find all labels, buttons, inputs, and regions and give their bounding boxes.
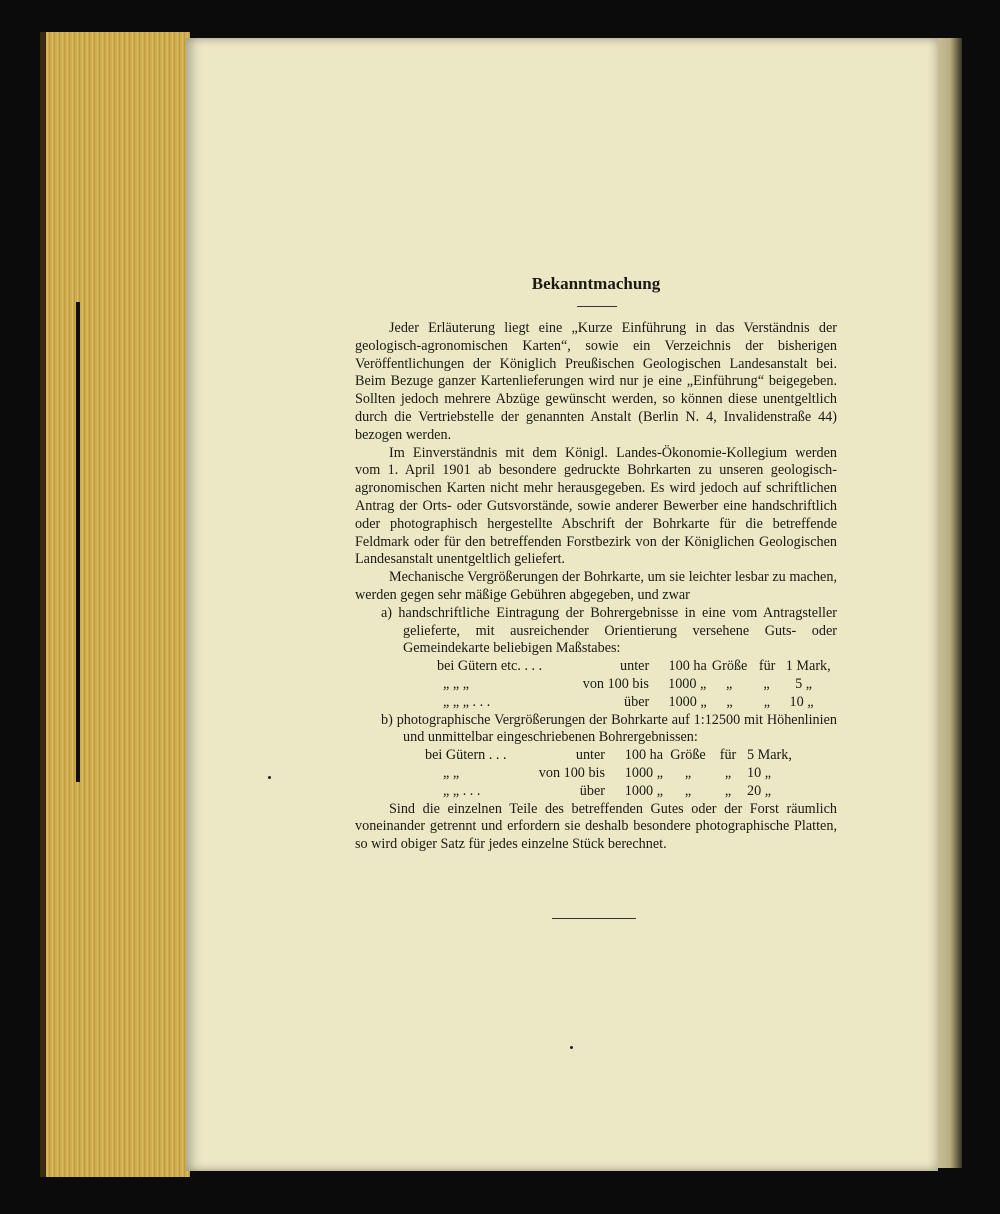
list-item-b: b) photographische Vergrößerungen der Bohrkarte auf 1:12500 mit Höhenlinien und unmittelbar eingeschriebenen Bohrergebnissen: bbox=[381, 711, 837, 746]
table-cell: für bbox=[758, 658, 776, 675]
table-row bbox=[425, 765, 837, 783]
table-cell: 10 „ bbox=[747, 764, 772, 781]
table-cell: 100 ha bbox=[624, 747, 663, 764]
table-cell: „ bbox=[763, 675, 770, 692]
table-row bbox=[425, 747, 837, 765]
table-cell: 1 Mark, bbox=[785, 658, 831, 675]
paragraph-einfuehrung: Jeder Erläuterung liegt eine „Kurze Einführung in das Verständnis der geologisch-agronomischen Karten“, sowie ein Verzeichnis der bisherigen Veröffentlichungen der Königlich Preußischen Geologischen Landesanstalt bei. Beim Bezuge ganzer Kartenlieferungen wird nur je eine „Einführung“ beigegeben. Sollten jedoch mehrere Abzüge gewünscht werden, so können diese unentgeltlich durch die Vertriebstelle der genannten Anstalt (Berlin N. 4, Invalidenstraße 44) bezogen werden. bbox=[355, 320, 837, 443]
table-cell: „ bbox=[724, 764, 732, 781]
table-cell: „ bbox=[725, 675, 733, 692]
table-cell: 1000 „ bbox=[668, 675, 707, 692]
table-cell: 10 „ bbox=[789, 693, 814, 710]
table-cell: 5 „ bbox=[795, 675, 813, 692]
table-cell: „ bbox=[684, 782, 692, 799]
page-title: Bekanntmachung bbox=[531, 274, 661, 293]
table-cell: Größe bbox=[711, 658, 748, 675]
end-divider bbox=[552, 918, 636, 919]
table-cell: „ „ . . . bbox=[443, 782, 481, 799]
table-row bbox=[437, 676, 837, 694]
table-cell: von 100 bis bbox=[538, 764, 605, 781]
table-row bbox=[437, 694, 837, 712]
table-row bbox=[425, 783, 837, 801]
list-item-a: a) handschriftliche Eintragung der Bohrergebnisse in eine vom Antragsteller gelieferte, mit ausreichender Orientierung versehene Guts- oder Gemeindekarte beliebigen Maßstabes: bbox=[381, 604, 837, 657]
table-cell: 1000 „ bbox=[624, 782, 663, 799]
table-cell: unter bbox=[620, 658, 650, 675]
table-cell: über bbox=[624, 693, 650, 710]
table-cell: von 100 bis bbox=[582, 675, 649, 692]
paragraph-vergroesserungen: Mechanische Vergrößerungen der Bohrkarte, um sie leichter lesbar zu machen, werden gegen sehr mäßige Gebühren abgegeben, und zwar bbox=[355, 569, 837, 603]
announcement-body bbox=[355, 320, 837, 854]
table-cell: „ bbox=[724, 782, 732, 799]
table-cell: „ bbox=[726, 693, 733, 710]
table-cell: „ bbox=[684, 764, 692, 781]
paragraph-platten: Sind die einzelnen Teile des betreffenden Gutes oder der Forst räumlich voneinander getrennt und erfordern sie deshalb besondere photographische Platten, so wird obiger Satz für jedes einzelne Stück berechnet. bbox=[355, 800, 837, 853]
price-table-a bbox=[437, 658, 837, 711]
table-row bbox=[437, 658, 837, 676]
table-cell: „ bbox=[763, 693, 771, 710]
table-cell: „ „ „ . . . bbox=[443, 693, 491, 710]
title-divider bbox=[577, 306, 617, 307]
speck bbox=[570, 1046, 573, 1049]
table-cell: Größe bbox=[670, 747, 706, 764]
table-cell: 1000 „ bbox=[624, 764, 663, 781]
price-table-b bbox=[425, 747, 837, 800]
table-cell: 100 ha bbox=[668, 658, 707, 675]
speck bbox=[268, 776, 271, 779]
table-cell: über bbox=[579, 782, 605, 799]
table-cell: 1000 „ bbox=[668, 693, 707, 710]
table-cell: bei Gütern etc. . . . bbox=[437, 658, 543, 675]
table-cell: unter bbox=[575, 747, 605, 764]
paragraph-bohrkarten: Im Einverständnis mit dem Königl. Landes-Ökonomie-Kollegium werden vom 1. April 1901 ab besondere gedruckte Bohrkarten zu unseren geologisch-agronomischen Karten nicht mehr herausgegeben. Es wird jedoch auf schriftlichen Antrag der Orts- oder Gutsvorstände, sowie anderer Bewerber eine handschriftlich oder photographisch hergestellte Abschrift der Bohrkarte für die betreffende Feldmark oder für den betreffenden Forstbezirk von der Königlichen Geologischen Landesanstalt unentgeltlich geliefert. bbox=[355, 444, 837, 568]
table-cell: 5 Mark, bbox=[747, 747, 792, 764]
table-cell: für bbox=[719, 747, 737, 764]
table-cell: bei Gütern . . . bbox=[425, 747, 507, 764]
table-cell: 20 „ bbox=[747, 782, 772, 799]
table-cell: „ „ „ bbox=[443, 675, 469, 692]
table-cell: „ „ bbox=[443, 764, 460, 781]
book-page-edges bbox=[40, 32, 190, 1177]
